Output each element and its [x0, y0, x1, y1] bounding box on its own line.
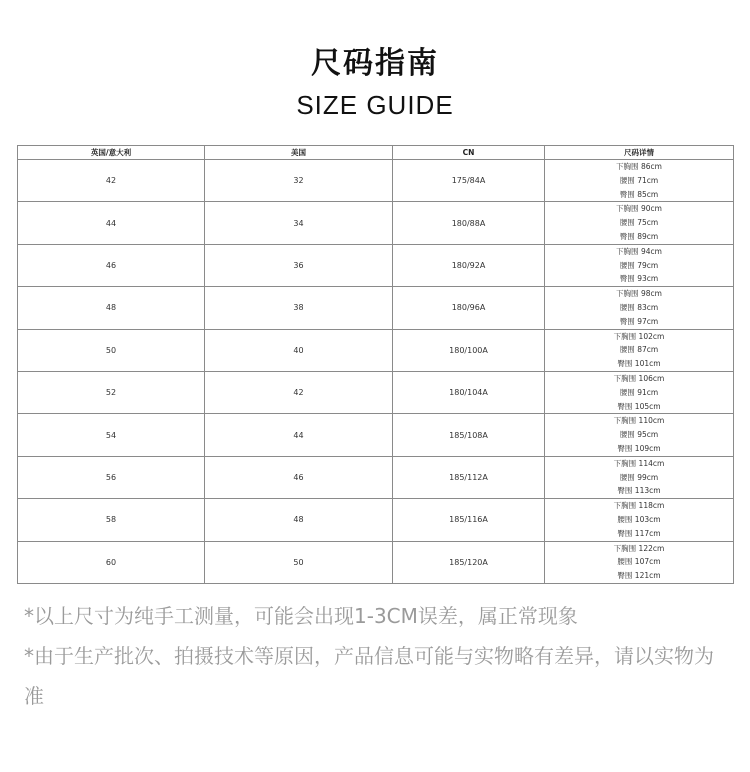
column-header-cn: CN — [393, 146, 545, 160]
detail-line: 腰围 83cm — [619, 302, 659, 312]
cell-uk-it: 58 — [18, 499, 205, 541]
cell-uk-it: 44 — [18, 202, 205, 244]
page-subtitle: SIZE GUIDE — [296, 90, 454, 120]
detail-line: 下胸围 86cm — [616, 162, 662, 171]
table-body — [18, 160, 734, 584]
detail-line: 臀围 93cm — [619, 274, 659, 284]
cell-us: 36 — [205, 244, 393, 286]
detail-line: 下胸围 118cm — [613, 501, 665, 511]
detail-line: 下胸围 110cm — [613, 416, 665, 426]
table-row — [18, 244, 734, 286]
cell-us: 38 — [205, 287, 393, 329]
cell-us: 42 — [205, 371, 393, 413]
detail-line: 腰围 95cm — [619, 430, 659, 440]
cell-details — [545, 287, 734, 329]
cell-cn: 180/104A — [393, 371, 545, 413]
cell-cn: 180/92A — [393, 244, 545, 286]
cell-details — [545, 371, 734, 413]
cell-uk-it: 50 — [18, 329, 205, 371]
cell-cn: 185/116A — [393, 499, 545, 541]
note-product-difference: *由于生产批次、拍摄技术等原因，产品信息可能与实物略有差异，请以实物为准 — [24, 644, 714, 708]
table-row — [18, 160, 734, 202]
table-row — [18, 541, 734, 583]
size-table — [17, 145, 734, 584]
detail-line: 腰围 79cm — [619, 260, 659, 270]
cell-cn: 180/96A — [393, 287, 545, 329]
cell-uk-it: 56 — [18, 456, 205, 498]
cell-details — [545, 541, 734, 583]
cell-details — [545, 202, 734, 244]
detail-line: 腰围 87cm — [619, 345, 659, 355]
table-row — [18, 456, 734, 498]
detail-line: 下胸围 102cm — [613, 331, 665, 341]
detail-line: 下胸围 90cm — [616, 204, 662, 214]
column-header-uk-it: 英国/意大利 — [18, 146, 205, 160]
detail-line: 腰围 71cm — [619, 175, 659, 185]
cell-us: 48 — [205, 499, 393, 541]
cell-cn: 175/84A — [393, 160, 545, 202]
detail-line: 臀围 121cm — [617, 571, 661, 581]
cell-cn: 185/112A — [393, 456, 545, 498]
cell-us: 32 — [205, 160, 393, 202]
table-row — [18, 287, 734, 329]
detail-line: 腰围 107cm — [617, 557, 661, 567]
cell-cn: 185/120A — [393, 541, 545, 583]
cell-details — [545, 160, 734, 202]
detail-line: 腰围 103cm — [617, 514, 661, 524]
cell-uk-it: 42 — [18, 160, 205, 202]
detail-line: 臀围 117cm — [617, 528, 661, 538]
column-header-us: 美国 — [205, 146, 393, 160]
table-row — [18, 202, 734, 244]
cell-uk-it: 60 — [18, 541, 205, 583]
detail-line: 下胸围 106cm — [613, 373, 665, 383]
cell-details — [545, 244, 734, 286]
cell-details — [545, 499, 734, 541]
table-row — [18, 329, 734, 371]
cell-details — [545, 329, 734, 371]
detail-line: 臀围 113cm — [617, 486, 661, 496]
table-header-row — [18, 146, 734, 160]
table-row — [18, 499, 734, 541]
cell-details — [545, 456, 734, 498]
cell-cn: 180/100A — [393, 329, 545, 371]
detail-line: 臀围 101cm — [617, 359, 661, 369]
cell-uk-it: 48 — [18, 287, 205, 329]
page-title: 尺码指南 — [311, 46, 439, 81]
cell-us: 44 — [205, 414, 393, 456]
cell-uk-it: 52 — [18, 371, 205, 413]
cell-uk-it: 54 — [18, 414, 205, 456]
detail-line: 臀围 97cm — [619, 316, 659, 326]
detail-line: 下胸围 98cm — [616, 289, 662, 299]
detail-line: 腰围 91cm — [619, 387, 659, 397]
detail-line: 臀围 105cm — [617, 401, 661, 411]
detail-line: 臀围 109cm — [617, 443, 661, 453]
cell-cn: 180/88A — [393, 202, 545, 244]
detail-line: 臀围 85cm — [619, 189, 659, 199]
detail-line: 下胸围 114cm — [613, 458, 665, 468]
table-row — [18, 414, 734, 456]
note-measurement-error: *以上尺寸为纯手工测量，可能会出现1-3CM误差，属正常现象 — [24, 604, 578, 628]
cell-us: 40 — [205, 329, 393, 371]
cell-us: 50 — [205, 541, 393, 583]
table-row — [18, 371, 734, 413]
cell-details — [545, 414, 734, 456]
cell-us: 34 — [205, 202, 393, 244]
cell-us: 46 — [205, 456, 393, 498]
detail-line: 腰围 75cm — [619, 218, 659, 228]
column-header-details: 尺码详情 — [545, 146, 734, 160]
cell-cn: 185/108A — [393, 414, 545, 456]
detail-line: 下胸围 122cm — [613, 543, 665, 553]
detail-line: 臀围 89cm — [619, 231, 659, 241]
detail-line: 下胸围 94cm — [616, 246, 662, 256]
detail-line: 腰围 99cm — [619, 472, 659, 482]
cell-uk-it: 46 — [18, 244, 205, 286]
